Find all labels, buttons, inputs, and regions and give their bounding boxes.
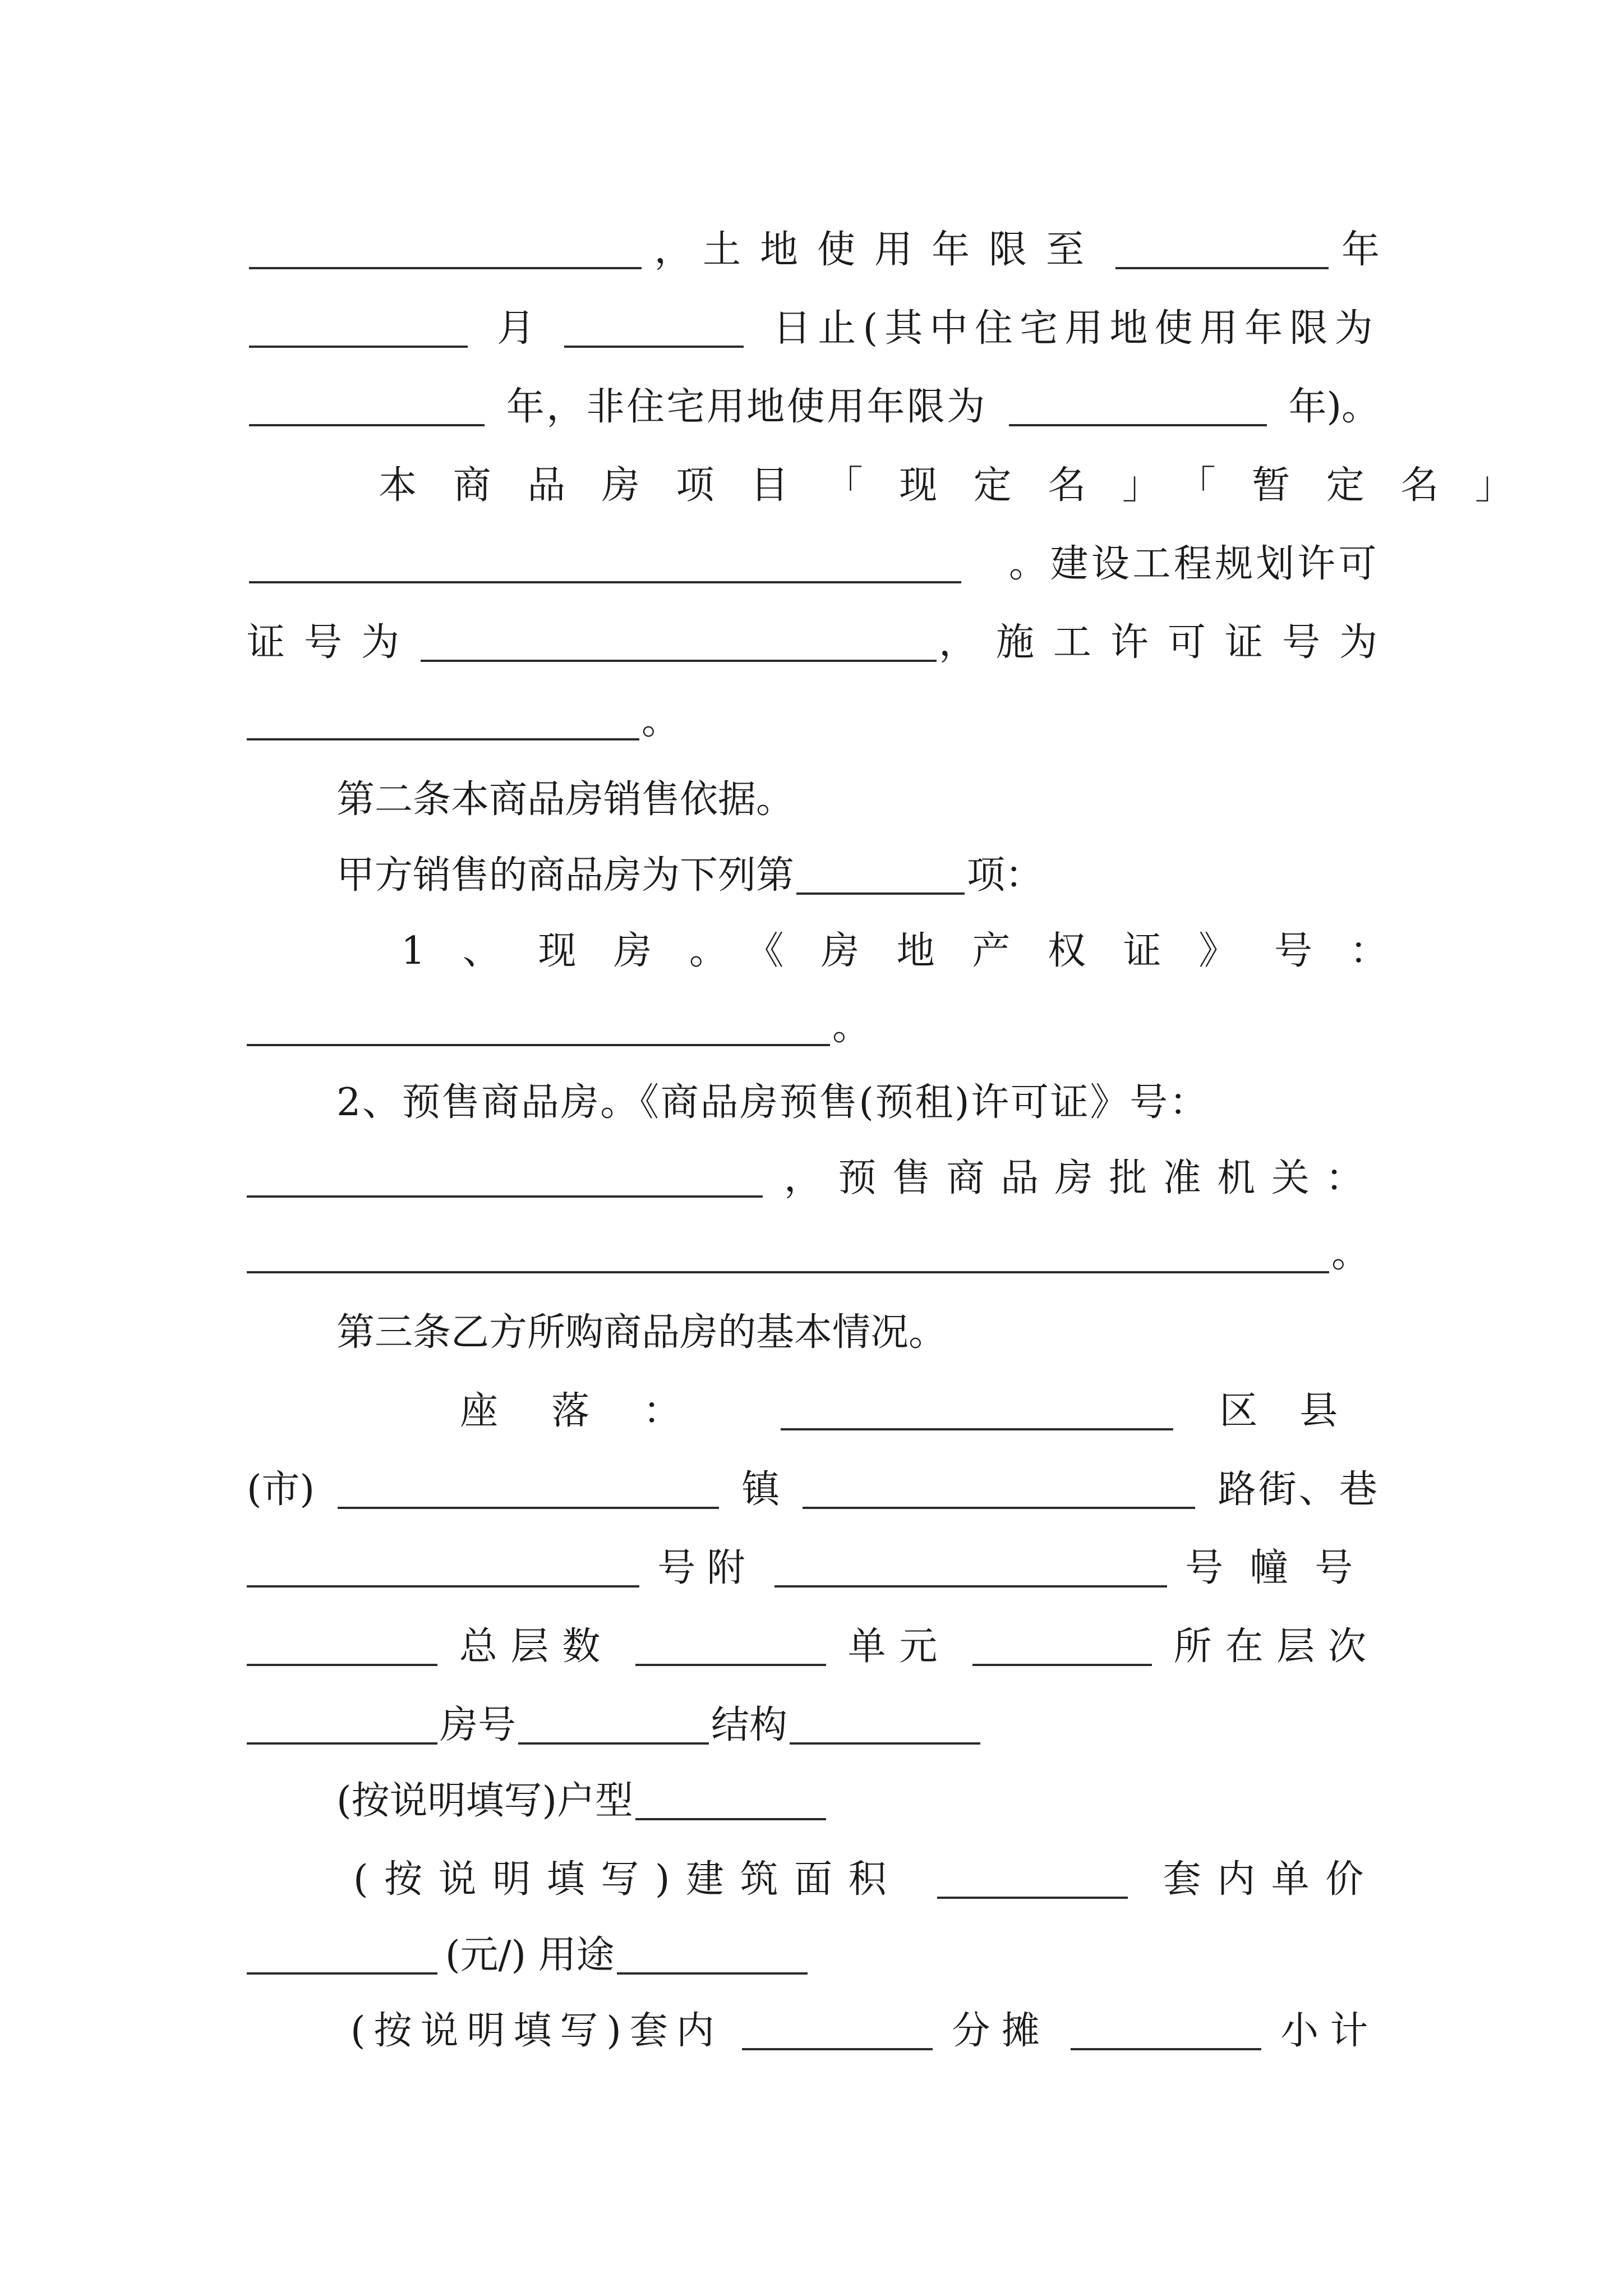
article-3-heading (336, 1285, 1380, 1355)
text-segment: 结构 (711, 1703, 788, 1747)
fill-blank[interactable] (247, 1631, 437, 1666)
fill-blank[interactable] (249, 234, 642, 269)
fill-blank[interactable] (421, 627, 937, 662)
fill-blank[interactable] (249, 392, 485, 426)
fill-blank[interactable] (338, 1474, 719, 1509)
text-segment: ，施工许可证号为 (939, 620, 1397, 665)
text-line-24 (351, 1983, 1380, 2053)
fill-blank[interactable] (796, 860, 965, 895)
text-segment: 分摊 (952, 2009, 1052, 2053)
text-line-22 (353, 1832, 1380, 1902)
text-segment: 1、现房。《房地产权证》号： (401, 929, 1426, 973)
fill-blank[interactable] (247, 1011, 830, 1046)
text-segment: 座落： (460, 1389, 735, 1433)
text-segment: 小计 (1280, 2009, 1380, 2053)
fill-blank[interactable] (1009, 392, 1267, 426)
fill-blank[interactable] (1071, 2016, 1261, 2050)
text-segment: 年)。 (1288, 385, 1380, 429)
fill-blank[interactable] (742, 2016, 933, 2050)
fill-blank[interactable] (564, 313, 744, 348)
text-line-2 (247, 280, 1380, 351)
text-segment: 土地使用年限至 (702, 228, 1103, 272)
text-segment: 。 (832, 1005, 871, 1049)
text-segment: 。建设工程规划许可 (1009, 542, 1380, 586)
text-line-13 (247, 1130, 1380, 1198)
fill-blank[interactable] (249, 549, 961, 583)
fill-blank[interactable] (518, 1710, 709, 1745)
text-segment: 路街、巷 (1218, 1467, 1380, 1512)
text-line-11 (247, 979, 1380, 1049)
text-line-6 (247, 595, 1397, 665)
text-segment: ， (654, 228, 693, 272)
text-segment: 区县 (1219, 1389, 1380, 1433)
text-segment: 项： (967, 853, 1044, 898)
text-segment: 房号 (440, 1703, 517, 1747)
text-line-5 (247, 516, 1380, 586)
text-segment: (元/) 用途 (445, 1933, 615, 1977)
text-segment: 单元 (847, 1625, 951, 1669)
fill-blank[interactable] (972, 1631, 1152, 1666)
fill-blank[interactable] (247, 1553, 639, 1588)
fill-blank[interactable] (781, 1396, 1173, 1430)
fill-blank[interactable] (247, 706, 639, 740)
text-segment: 。 (642, 699, 680, 743)
text-line-3 (247, 359, 1380, 429)
text-segment: 证号为 (247, 620, 419, 665)
text-segment: 年，非住宅用地使用年限为 (506, 385, 987, 429)
text-segment: 号幢号 (1185, 1546, 1380, 1590)
text-line-10 (401, 903, 1426, 973)
text-segment: 月 (497, 306, 536, 351)
text-segment: 甲方销售的商品房为下列第 (336, 853, 795, 898)
text-line-19 (247, 1599, 1380, 1669)
text-segment: 镇 (741, 1467, 780, 1512)
text-segment: 第三条乙方所购商品房的基本情况。 (336, 1310, 947, 1355)
text-segment: 。 (1331, 1232, 1370, 1276)
text-line-1 (247, 202, 1380, 272)
fill-blank[interactable] (803, 1474, 1195, 1509)
text-line-4 (379, 438, 1550, 508)
text-line-18 (247, 1520, 1380, 1588)
text-segment: (市) (247, 1467, 315, 1512)
text-segment: 号附 (657, 1546, 757, 1590)
text-line-14 (247, 1206, 1380, 1276)
fill-blank[interactable] (249, 313, 468, 348)
text-segment: (按说明填写)套内 (351, 2009, 723, 2053)
fill-blank[interactable] (617, 1940, 808, 1975)
fill-blank[interactable] (937, 1864, 1128, 1899)
text-segment: 套内单价 (1163, 1857, 1380, 1902)
text-segment: 总层数 (459, 1625, 614, 1669)
text-segment: 所在层次 (1173, 1625, 1380, 1669)
text-line-12 (336, 1055, 1380, 1125)
text-line-20 (247, 1677, 1380, 1745)
text-line-7 (247, 673, 1380, 743)
fill-blank[interactable] (247, 1163, 763, 1198)
fill-blank[interactable] (774, 1553, 1167, 1588)
fill-blank[interactable] (247, 1940, 437, 1975)
text-line-17 (247, 1442, 1380, 1512)
text-line-16 (460, 1363, 1380, 1433)
text-segment: 第二条本商品房销售依据。 (336, 777, 795, 822)
text-segment: 年 (1341, 228, 1380, 272)
fill-blank[interactable] (247, 1239, 1329, 1273)
article-2-heading (336, 752, 1380, 822)
text-segment: (按说明填写)户型 (336, 1779, 634, 1823)
fill-blank[interactable] (1115, 234, 1329, 269)
text-segment: 本商品房项目「现定名」「暂定名」 (379, 463, 1550, 508)
fill-blank[interactable] (635, 1631, 826, 1666)
fill-blank[interactable] (790, 1710, 980, 1745)
text-segment: 2、预售商品房。《商品房预售(预租)许可证》号： (336, 1080, 1209, 1125)
text-segment: 日止(其中住宅用地使用年限为 (773, 306, 1380, 351)
text-line-21 (336, 1753, 1380, 1823)
fill-blank[interactable] (635, 1786, 826, 1820)
text-segment: ，预售商品房批准机关： (783, 1156, 1380, 1200)
text-line-9 (336, 827, 1380, 898)
text-segment: (按说明填写)建筑面积 (353, 1857, 903, 1902)
text-line-23 (247, 1907, 1380, 1975)
fill-blank[interactable] (247, 1710, 437, 1745)
